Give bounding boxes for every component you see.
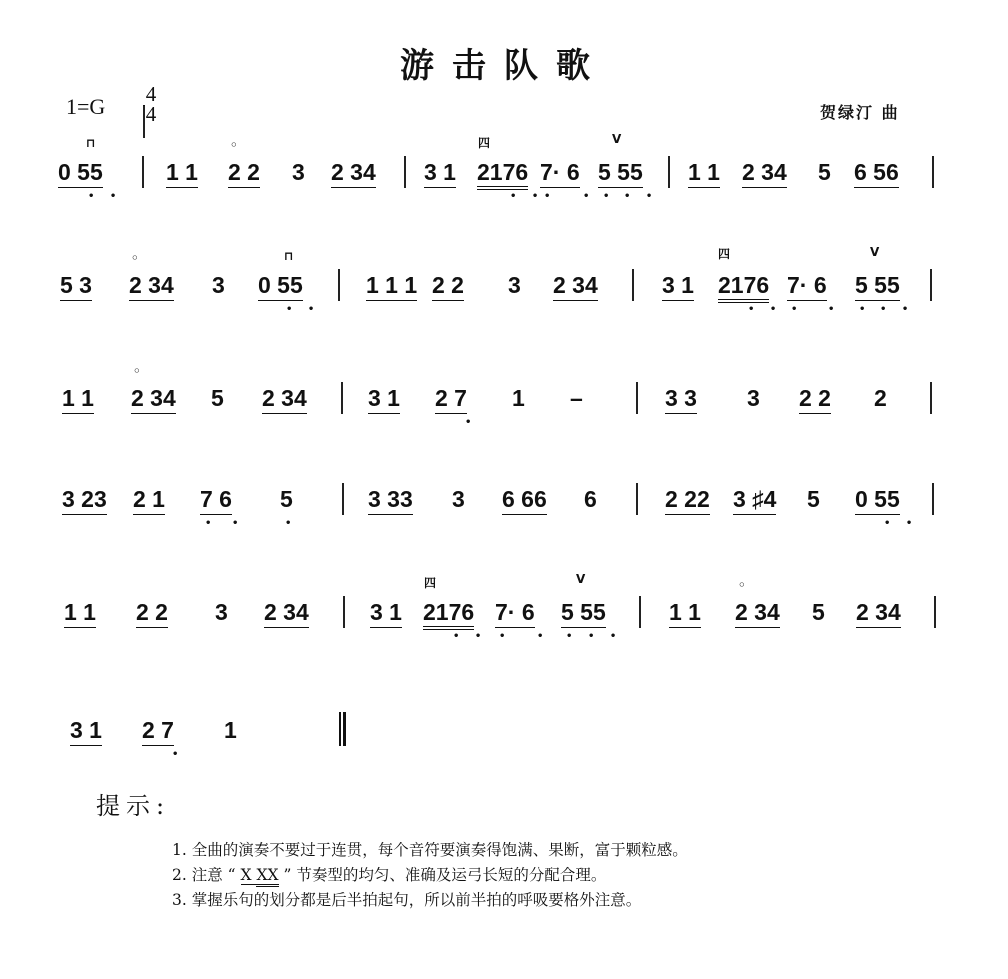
note-group: 1 1 — [64, 598, 96, 628]
bar-line — [930, 382, 932, 414]
note-group: 5 55 — [561, 598, 606, 628]
note-group: 6 66 — [502, 485, 547, 515]
note-group: 3 1 — [662, 271, 694, 301]
key-signature: 1=G — [66, 94, 106, 119]
low-octave-dot: • • — [510, 191, 545, 202]
low-octave-dot: • — [232, 518, 245, 529]
note-group: 3 — [747, 385, 760, 411]
time-signature — [143, 84, 159, 124]
low-octave-dot: • • — [748, 304, 783, 315]
up-bow-mark: V — [870, 245, 880, 259]
note-group: 3 ♯4 — [733, 485, 776, 515]
low-octave-dot: • — [205, 518, 218, 529]
note-group: 1 — [512, 385, 525, 411]
note-group: 2 34 — [331, 158, 376, 188]
note-group: 1 1 — [688, 158, 720, 188]
note-group: 2 34 — [742, 158, 787, 188]
position-mark: 四 — [478, 136, 491, 150]
up-bow-mark: V — [576, 572, 586, 586]
note-group: 5 55 — [855, 271, 900, 301]
note-group: 2176 — [423, 598, 474, 630]
position-mark: 四 — [424, 576, 437, 590]
note-group: 3 — [452, 486, 465, 512]
bar-line — [338, 269, 340, 301]
final-bar-line — [339, 712, 346, 746]
bar-line — [636, 382, 638, 414]
low-octave-dot: • — [828, 304, 841, 315]
bar-line — [636, 483, 638, 515]
harmonic-mark: ◦ — [133, 364, 141, 378]
note-group: 1 1 1 — [366, 271, 417, 301]
tip-text: 注意 “ — [191, 866, 241, 884]
note-group: 1 1 — [166, 158, 198, 188]
low-octave-dot: • — [566, 631, 579, 642]
low-octave-dot: • • — [624, 191, 659, 202]
tips-list — [172, 838, 688, 913]
note-group: 2 34 — [735, 598, 780, 628]
low-octave-dot: • • — [884, 518, 919, 529]
note-group: 7· 6 — [540, 158, 580, 188]
up-bow-mark: V — [612, 132, 622, 146]
tip-item — [172, 888, 688, 913]
position-mark: 四 — [718, 247, 731, 261]
low-octave-dot: • — [859, 304, 872, 315]
note-group: 6 — [584, 486, 597, 512]
bar-line — [342, 483, 344, 515]
note-group: 5 — [818, 159, 831, 185]
note-group: 1 1 — [669, 598, 701, 628]
low-octave-dot: • — [583, 191, 596, 202]
note-group: 3 1 — [70, 716, 102, 746]
note-group: 3 23 — [62, 485, 107, 515]
tips-title: 提示: — [96, 792, 171, 820]
note-group: 5 — [280, 486, 293, 512]
note-group: 7· 6 — [495, 598, 535, 628]
note-group: 5 3 — [60, 271, 92, 301]
harmonic-mark: ◦ — [230, 138, 238, 152]
note-group: 2 34 — [129, 271, 174, 301]
note-group: 3 3 — [665, 384, 697, 414]
low-octave-dot: • • — [88, 191, 123, 202]
bar-line — [668, 156, 670, 188]
low-octave-dot: • — [285, 518, 298, 529]
tip-number: 3. — [172, 891, 192, 909]
low-octave-dot: • — [791, 304, 804, 315]
note-group: 2 7 — [435, 384, 467, 414]
note-group: 5 55 — [598, 158, 643, 188]
bar-line — [632, 269, 634, 301]
rhythm-pattern-notes: XX — [256, 866, 278, 887]
bar-line — [934, 596, 936, 628]
time-signature-line — [143, 105, 145, 138]
note-group: 6 56 — [854, 158, 899, 188]
note-group: 3 — [292, 159, 305, 185]
score-line — [0, 364, 1008, 454]
low-octave-dot: • — [603, 191, 616, 202]
tip-text: ” 节奏型的均匀、准确及运弓长短的分配合理。 — [278, 866, 607, 884]
note-group: 2 7 — [142, 716, 174, 746]
note-group: 0 55 — [258, 271, 303, 301]
low-octave-dot: • • — [588, 631, 623, 642]
low-octave-dot: • — [544, 191, 557, 202]
down-bow-mark: ⊓ — [86, 136, 96, 150]
score-line — [0, 245, 1008, 341]
bar-line — [142, 156, 144, 188]
score-line — [0, 716, 1008, 786]
bar-line — [343, 596, 345, 628]
harmonic-mark: ◦ — [738, 578, 746, 592]
tip-text: 掌握乐句的划分都是后半拍起句，所以前半拍的呼吸要格外注意。 — [191, 891, 642, 909]
bar-line — [930, 269, 932, 301]
low-octave-dot: • • — [286, 304, 321, 315]
time-signature-bottom: 4 — [145, 102, 157, 126]
note-group: 2 2 — [228, 158, 260, 188]
bar-line — [404, 156, 406, 188]
tip-text: 全曲的演奏不要过于连贯，每个音符要演奏得饱满、果断，富于颗粒感。 — [191, 841, 688, 859]
note-group: 3 33 — [368, 485, 413, 515]
harmonic-mark: ◦ — [131, 251, 139, 265]
note-group: 2 — [874, 385, 887, 411]
low-octave-dot: • — [537, 631, 550, 642]
rhythm-pattern-note: X — [240, 866, 252, 884]
note-group: 7 6 — [200, 485, 232, 515]
note-group: 3 — [212, 272, 225, 298]
note-group: 5 — [211, 385, 224, 411]
note-group: 0 55 — [855, 485, 900, 515]
note-group: 2 34 — [553, 271, 598, 301]
note-group: 3 — [215, 599, 228, 625]
bar-line — [932, 483, 934, 515]
tip-number: 2. — [172, 866, 192, 884]
low-octave-dot: • — [499, 631, 512, 642]
score-line — [0, 132, 1008, 228]
note-group: 2176 — [718, 271, 769, 303]
note-group: 2 1 — [133, 485, 165, 515]
composer-credit: 贺绿汀 曲 — [820, 103, 900, 122]
tip-number: 1. — [172, 841, 192, 859]
note-group: 2176 — [477, 158, 528, 190]
tip-item — [172, 838, 688, 863]
bar-line — [639, 596, 641, 628]
time-signature-top: 4 — [145, 82, 157, 106]
note-group: 5 — [812, 599, 825, 625]
note-group: 2 22 — [665, 485, 710, 515]
song-title: 游击队歌 — [400, 46, 608, 86]
note-group: 2 2 — [432, 271, 464, 301]
note-group: 1 1 — [62, 384, 94, 414]
note-group: 3 — [508, 272, 521, 298]
tip-item — [172, 863, 688, 888]
note-group: – — [570, 385, 583, 411]
note-group: 3 1 — [370, 598, 402, 628]
down-bow-mark: ⊓ — [284, 249, 294, 263]
note-group: 2 2 — [136, 598, 168, 628]
low-octave-dot: • • — [453, 631, 488, 642]
bar-line — [341, 382, 343, 414]
low-octave-dot: • — [465, 417, 478, 428]
note-group: 2 34 — [131, 384, 176, 414]
note-group: 0 55 — [58, 158, 103, 188]
note-group: 3 1 — [424, 158, 456, 188]
score-line — [0, 572, 1008, 668]
low-octave-dot: • • — [880, 304, 915, 315]
note-group: 7· 6 — [787, 271, 827, 301]
note-group: 2 34 — [264, 598, 309, 628]
note-group: 2 2 — [799, 384, 831, 414]
bar-line — [932, 156, 934, 188]
note-group: 2 34 — [856, 598, 901, 628]
score-line — [0, 485, 1008, 555]
note-group: 5 — [807, 486, 820, 512]
note-group: 1 — [224, 717, 237, 743]
note-group: 2 34 — [262, 384, 307, 414]
low-octave-dot: • — [172, 749, 185, 760]
note-group: 3 1 — [368, 384, 400, 414]
